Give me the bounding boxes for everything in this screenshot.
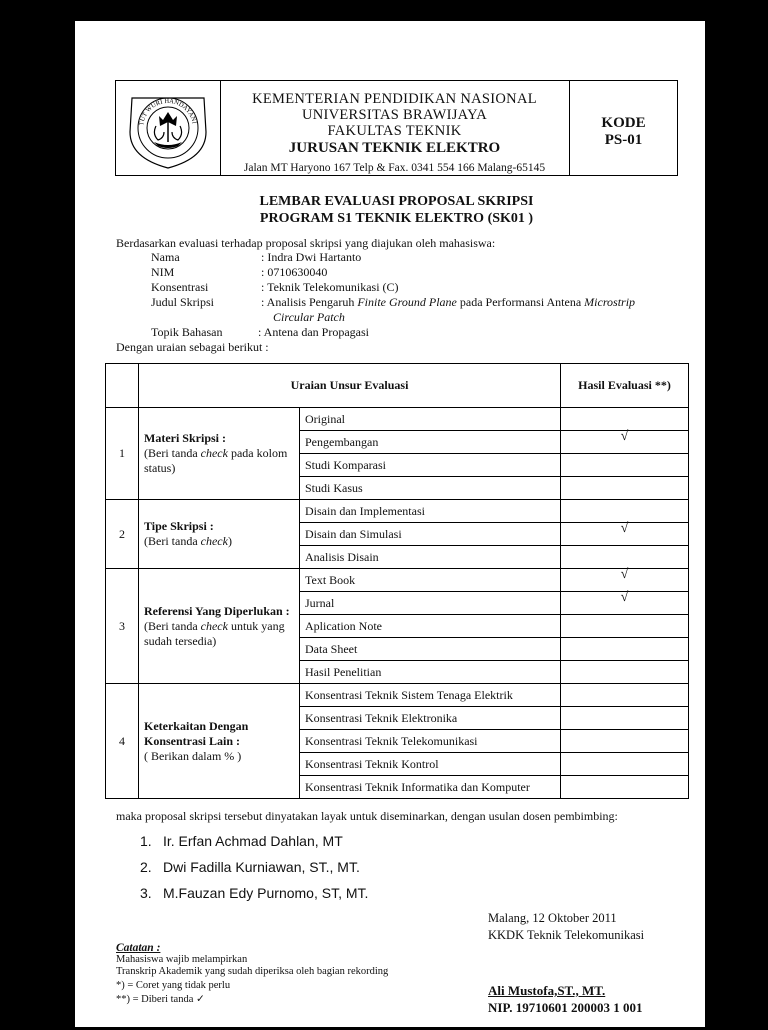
form-title-line2: PROGRAM S1 TEKNIK ELEKTRO (SK01 ) bbox=[259, 211, 534, 226]
evaluation-item: Aplication Note bbox=[300, 615, 561, 638]
group-number: 4 bbox=[106, 684, 139, 799]
nim-label: NIM bbox=[151, 265, 175, 279]
university-name: UNIVERSITAS BRAWIJAYA bbox=[301, 107, 488, 123]
result-cell[interactable] bbox=[561, 546, 689, 569]
group-number: 2 bbox=[106, 500, 139, 569]
result-cell[interactable] bbox=[561, 730, 689, 753]
check-icon: √ bbox=[620, 567, 629, 582]
signatory-name: Ali Mustofa,ST., MT. bbox=[488, 983, 606, 998]
list-item: 1. Ir. Erfan Achmad Dahlan, MT bbox=[140, 833, 343, 849]
evaluation-item: Disain dan Implementasi bbox=[300, 500, 561, 523]
evaluation-item: Hasil Penelitian bbox=[300, 661, 561, 684]
notes-title: Catatan : bbox=[116, 942, 161, 954]
evaluation-item: Analisis Disain bbox=[300, 546, 561, 569]
tut-wuri-handayani-logo bbox=[116, 81, 220, 175]
result-cell[interactable] bbox=[561, 408, 689, 431]
advisor-list bbox=[140, 831, 368, 909]
ministry-name: KEMENTERIAN PENDIDIKAN NASIONAL bbox=[252, 91, 537, 107]
header-hasil: Hasil Evaluasi **) bbox=[561, 364, 689, 408]
result-cell[interactable] bbox=[561, 500, 689, 523]
result-cell[interactable] bbox=[561, 569, 689, 592]
kode-value: PS-01 bbox=[604, 132, 643, 148]
group-description: Materi Skripsi : (Beri tanda check pada kolom status) bbox=[139, 408, 300, 500]
result-cell[interactable] bbox=[561, 477, 689, 500]
nama-label: Nama bbox=[151, 250, 180, 264]
result-cell[interactable] bbox=[561, 707, 689, 730]
konsentrasi-label: Konsentrasi bbox=[151, 280, 209, 294]
conclusion-text: maka proposal skripsi tersebut dinyatakan layak untuk diseminarkan, dengan usulan dosen pembimbing: bbox=[116, 809, 618, 823]
evaluation-item: Konsentrasi Teknik Telekomunikasi bbox=[300, 730, 561, 753]
nim-value: : 0710630040 bbox=[261, 265, 328, 279]
judul-value: : Analisis Pengaruh Finite Ground Plane pada Performansi Antena Microstrip bbox=[261, 295, 636, 309]
evaluation-item: Konsentrasi Teknik Informatika dan Komputer bbox=[300, 776, 561, 799]
header-num-cell bbox=[106, 364, 139, 408]
signatory-nip: NIP. 19710601 200003 1 001 bbox=[488, 1000, 643, 1015]
evaluation-item: Data Sheet bbox=[300, 638, 561, 661]
group-number: 3 bbox=[106, 569, 139, 684]
judul-label: Judul Skripsi bbox=[151, 295, 215, 309]
letterhead bbox=[115, 80, 678, 176]
group-description: Keterkaitan Dengan Konsentrasi Lain : ( Berikan dalam % ) bbox=[139, 684, 300, 799]
faculty-name: FAKULTAS TEKNIK bbox=[327, 123, 462, 139]
address: Jalan MT Haryono 167 Telp & Fax. 0341 554 166 Malang-65145 bbox=[243, 162, 546, 174]
result-cell[interactable] bbox=[561, 431, 689, 454]
konsentrasi-value: : Teknik Telekomunikasi (C) bbox=[261, 280, 399, 294]
result-cell[interactable] bbox=[561, 454, 689, 477]
evaluation-item: Konsentrasi Teknik Elektronika bbox=[300, 707, 561, 730]
table-row bbox=[106, 408, 689, 431]
table-row bbox=[106, 684, 689, 707]
evaluation-item: Jurnal bbox=[300, 592, 561, 615]
kode-label: KODE bbox=[601, 115, 646, 131]
group-description: Tipe Skripsi : (Beri tanda check) bbox=[139, 500, 300, 569]
check-icon: √ bbox=[620, 590, 629, 605]
nama-value: : Indra Dwi Hartanto bbox=[261, 250, 362, 264]
topik-value: : Antena dan Propagasi bbox=[258, 325, 369, 339]
evaluation-item: Studi Kasus bbox=[300, 477, 561, 500]
logo-cell bbox=[116, 81, 221, 175]
letterhead-text bbox=[220, 81, 569, 175]
evaluation-item: Text Book bbox=[300, 569, 561, 592]
header-uraian: Uraian Unsur Evaluasi bbox=[139, 364, 561, 408]
evaluation-item: Pengembangan bbox=[300, 431, 561, 454]
check-icon: √ bbox=[620, 521, 629, 536]
table-row bbox=[106, 500, 689, 523]
evaluation-item: Original bbox=[300, 408, 561, 431]
evaluation-item: Disain dan Simulasi bbox=[300, 523, 561, 546]
department-name: JURUSAN TEKNIK ELEKTRO bbox=[288, 140, 501, 156]
result-cell[interactable] bbox=[561, 753, 689, 776]
intro-text: Berdasarkan evaluasi terhadap proposal skripsi yang diajukan oleh mahasiswa: bbox=[116, 236, 496, 250]
uraian-intro: Dengan uraian sebagai berikut : bbox=[116, 340, 269, 354]
group-description: Referensi Yang Diperlukan : (Beri tanda check untuk yang sudah tersedia) bbox=[139, 569, 300, 684]
result-cell[interactable] bbox=[561, 592, 689, 615]
notes-line: Transkrip Akademik yang sudah diperiksa oleh bagian rekording bbox=[116, 966, 389, 977]
place-date: Malang, 12 Oktober 2011 bbox=[488, 911, 617, 925]
table-row bbox=[106, 569, 689, 592]
notes-line: Mahasiswa wajib melampirkan bbox=[116, 954, 248, 965]
evaluation-item: Konsentrasi Teknik Kontrol bbox=[300, 753, 561, 776]
result-cell[interactable] bbox=[561, 523, 689, 546]
kode-cell bbox=[569, 81, 677, 175]
evaluation-item: Studi Komparasi bbox=[300, 454, 561, 477]
notes-line: **) = Diberi tanda ✓ bbox=[116, 994, 205, 1005]
group-number: 1 bbox=[106, 408, 139, 500]
result-cell[interactable] bbox=[561, 638, 689, 661]
signatory-role: KKDK Teknik Telekomunikasi bbox=[488, 928, 645, 942]
result-cell[interactable] bbox=[561, 661, 689, 684]
result-cell[interactable] bbox=[561, 684, 689, 707]
table-header-row bbox=[106, 364, 689, 408]
evaluation-item: Konsentrasi Teknik Sistem Tenaga Elektrik bbox=[300, 684, 561, 707]
form-title-line1: LEMBAR EVALUASI PROPOSAL SKRIPSI bbox=[259, 194, 534, 209]
list-item: 3. M.Fauzan Edy Purnomo, ST, MT. bbox=[140, 885, 369, 901]
notes-line: *) = Coret yang tidak perlu bbox=[116, 980, 231, 991]
judul-value-cont: Circular Patch bbox=[273, 310, 345, 324]
notes bbox=[116, 942, 388, 1006]
logo-text: TUT WURI HANDAYANI bbox=[138, 97, 198, 127]
check-icon: √ bbox=[620, 429, 629, 444]
result-cell[interactable] bbox=[561, 776, 689, 799]
list-item: 2. Dwi Fadilla Kurniawan, ST., MT. bbox=[140, 859, 360, 875]
topik-label: Topik Bahasan bbox=[151, 325, 223, 339]
result-cell[interactable] bbox=[561, 615, 689, 638]
evaluation-table bbox=[105, 363, 689, 799]
